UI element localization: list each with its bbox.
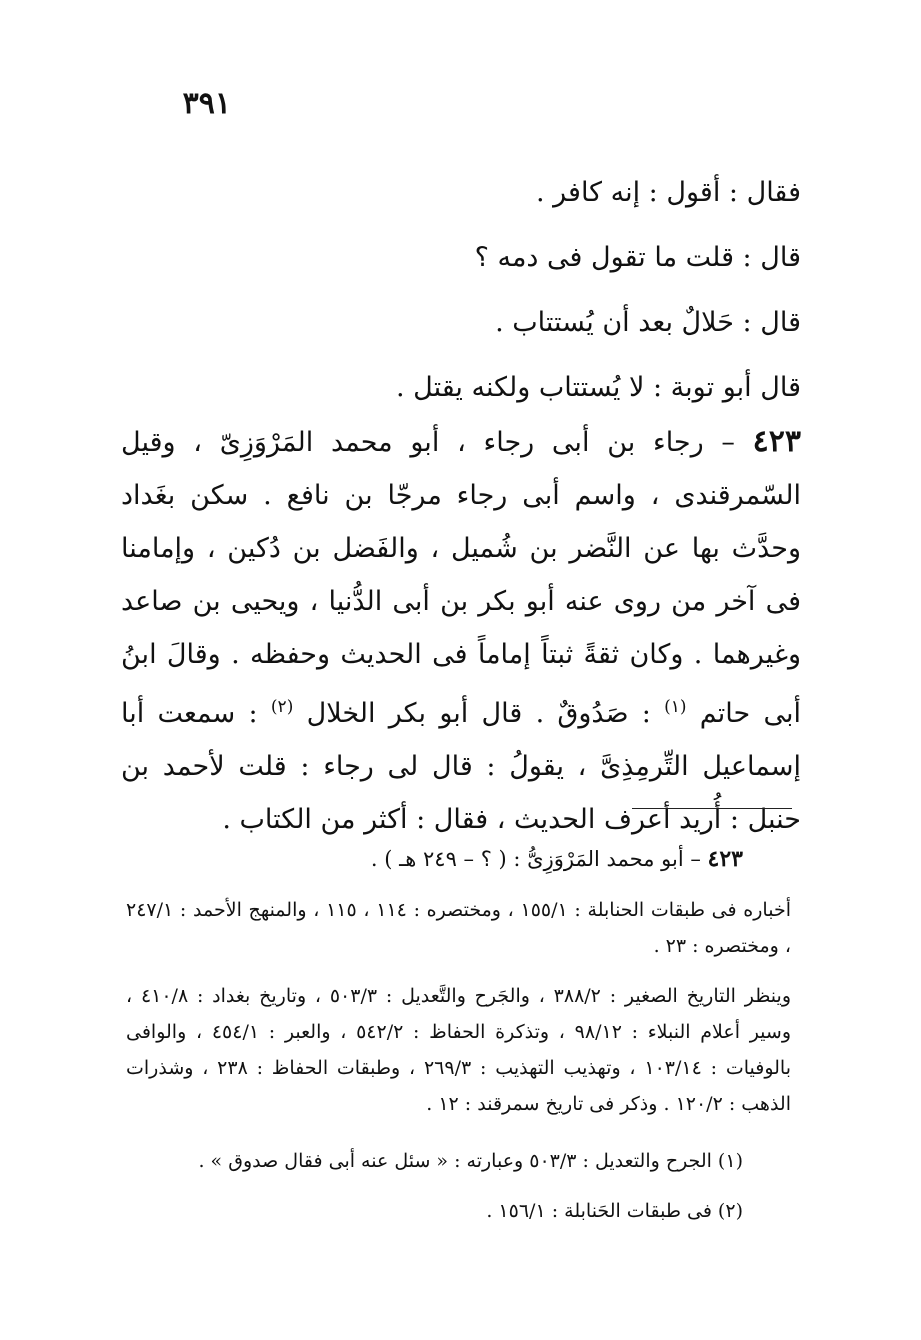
footnote-separator <box>632 808 792 809</box>
entry-number: ٤٢٣ <box>752 424 801 459</box>
notes-entry-title: – أبو محمد المَرْوَزِىُّ : ( ؟ – ٢٤٩ هـ ) . <box>370 847 708 871</box>
notes-entry-number: ٤٢٣ <box>707 846 743 872</box>
sources-paragraph: أخباره فى طبقات الحنابلة : ١٥٥/١ ، ومختصره : ١١٤ ، ١١٥ ، والمنهج الأحمد : ٢٤٧/١ ، ومختصره : ٢٣ . <box>126 899 791 957</box>
footnote-1: (١) الجرح والتعديل : ٥٠٣/٣ وعبارته : « سئل عنه أبى فقال صدوق » . <box>198 1150 743 1172</box>
main-line: قال أبو توبة : لا يُستتاب ولكنه يقتل . <box>395 372 801 403</box>
footnote-reference-1[interactable]: (١) <box>664 697 687 717</box>
footnotes-section <box>126 840 791 1236</box>
main-text <box>121 160 801 420</box>
entry-text-part-3: : سمعت أبا إسماعيل التِّرمِذِىَّ ، يقولُ : قال لى رجاء : قلت لأحمد بن حنبل : أُريد أعرف الحديث ، فقال : أكثر من الكتاب . <box>121 698 801 835</box>
footnote-2: (٢) فى طبقات الحَنابلة : ١٥٦/١ . <box>486 1200 743 1222</box>
main-line: قال : حَلالٌ بعد أن يُستتاب . <box>495 307 801 338</box>
entry-text-part-1: – رجاء بن أبى رجاء ، أبو محمد المَرْوَزِىّ ، وقيل السّمرقندى ، واسم أبى رجاء مرجّا بن نافع . سكن بغَداد وحدَّث بها عن النَّضر بن شُميل ، والفَضل بن دُكين ، وإمامنا فى آخر من روى عنه أبو بكر بن أبى الدُّنيا ، ويحيى بن صاعد وغيرهما . وكان ثقةً ثبتاً إماماً فى الحديث وحفظه . وقالَ ابنُ أبى حاتم <box>121 427 801 729</box>
page-number: ٣٩١ <box>182 86 231 121</box>
notes-entry-head <box>126 840 791 878</box>
biography-entry <box>121 415 801 846</box>
main-line: قال : قلت ما تقول فى دمه ؟ <box>474 242 801 273</box>
entry-text-part-2: : صَدُوقٌ . قال أبو بكر الخلال <box>293 698 665 729</box>
sources-paragraph: وينظر التاريخ الصغير : ٣٨٨/٢ ، والجَرح والتَّعديل : ٥٠٣/٣ ، وتاريخ بغداد : ٤١٠/٨ ، وسير أعلام النبلاء : ٩٨/١٢ ، وتذكرة الحفاظ : ٥٤٢/٢ ، والعبر : ٤٥٤/١ ، والوافى بالوفيات : ١٠٣/١٤ ، وتهذيب التهذيب : ٢٦٩/٣ ، وطبقات الحفاظ : ٢٣٨ ، وشذرات الذهب : ١٢٠/٢ . وذكر فى تاريخ سمرقند : ١٢ . <box>126 985 791 1115</box>
main-line: فقال : أقول : إنه كافر . <box>535 177 801 208</box>
footnote-reference-2[interactable]: (٢) <box>270 697 294 717</box>
